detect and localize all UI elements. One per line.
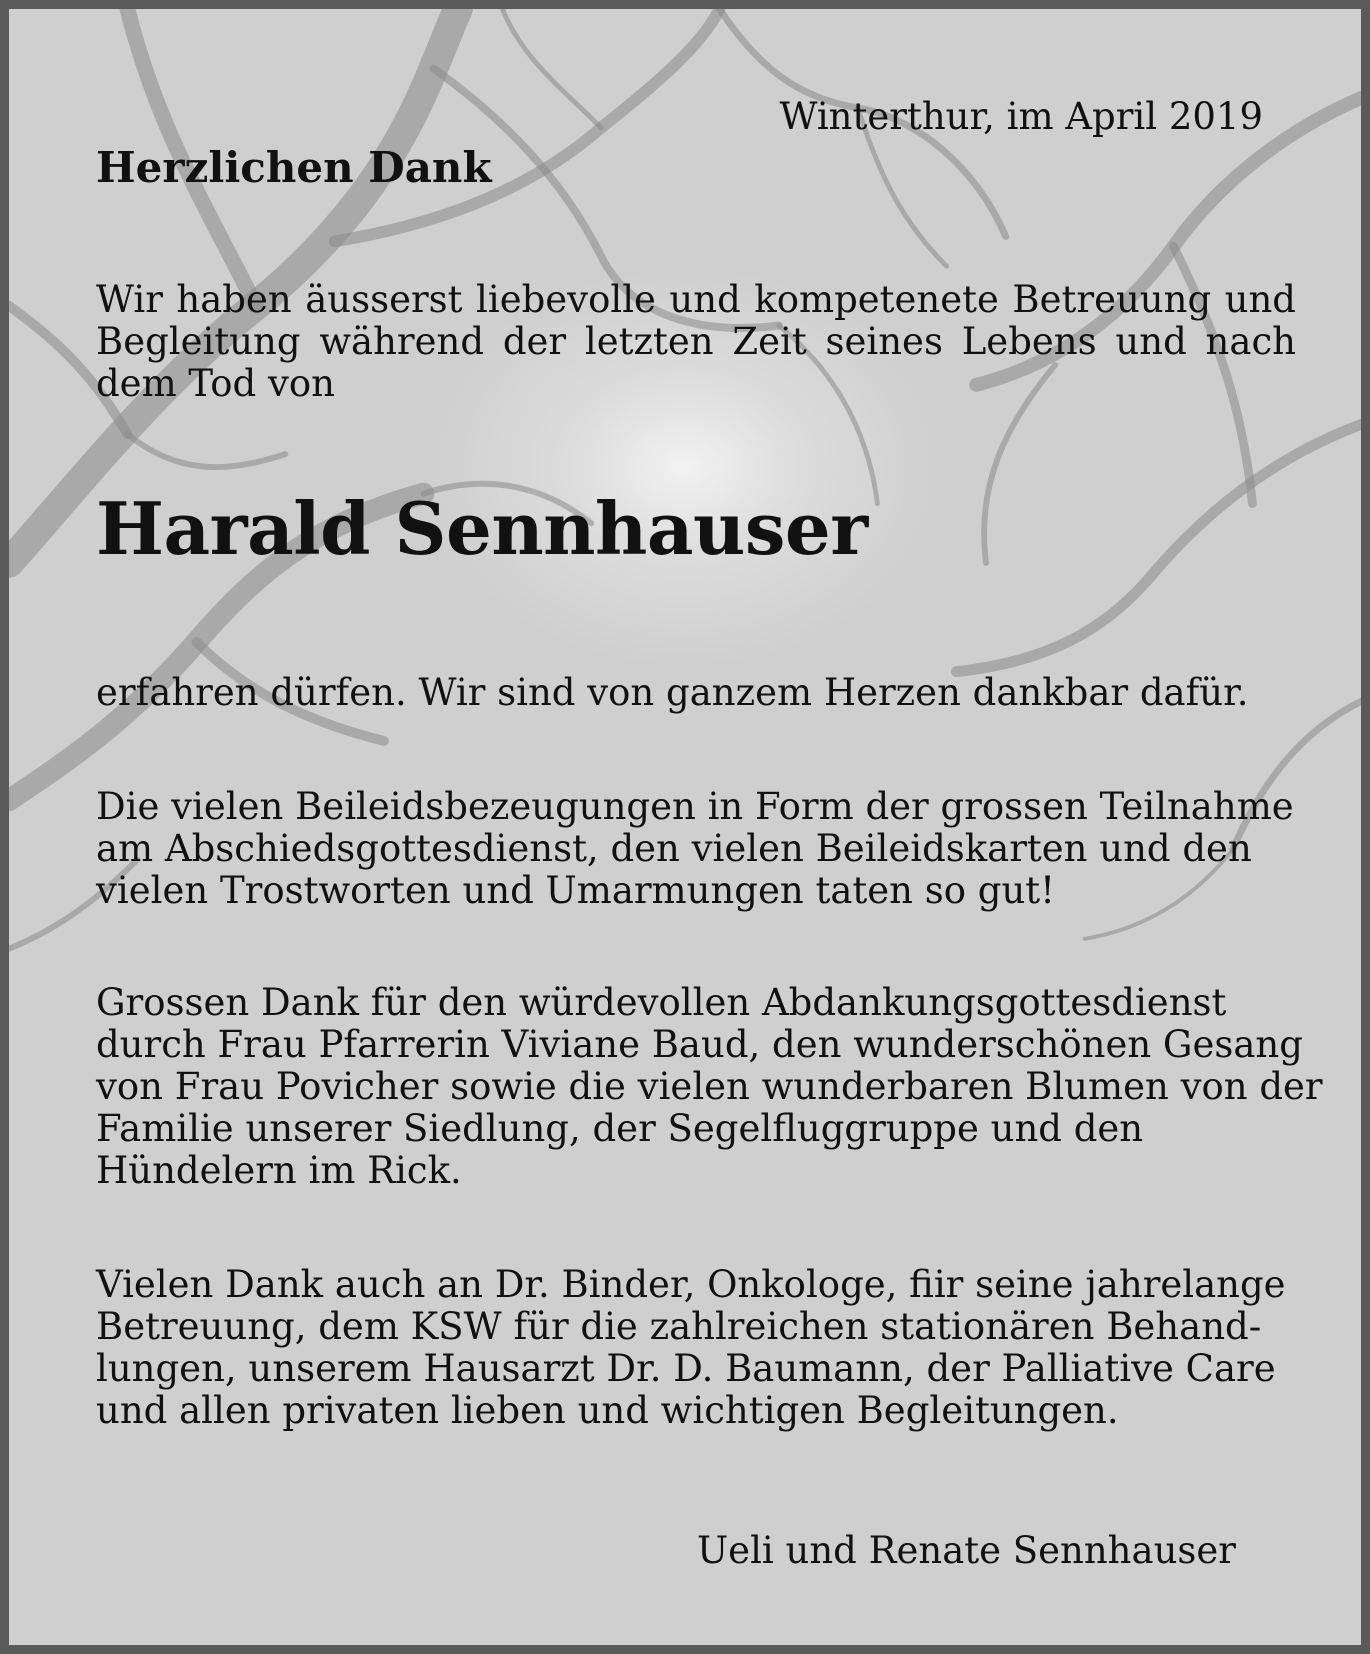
heading: Herzlichen Dank	[96, 143, 492, 192]
medical-thanks-paragraph: Vielen Dank auch an Dr. Binder, Onkologe, fiir seine jahrelange Betreuung, dem KSW für die zahlreichen stationären Behand-lungen, unserem Hausarzt Dr. D. Baumann, der Palliative Care und allen privaten lieben und wichtigen Begleitungen.	[96, 1263, 1286, 1432]
date-line: Winterthur, im April 2019	[779, 95, 1263, 138]
deceased-name: Harald Sennhauser	[96, 486, 868, 571]
intro-paragraph: Wir haben äusserst liebevolle und kompetenete Betreuung und Begleitung während der letzten Zeit seines Lebens und nach dem Tod von	[96, 278, 1296, 405]
gratitude-paragraph: erfahren dürfen. Wir sind von ganzem Herzen dankbar dafür.	[96, 671, 1249, 714]
condolences-paragraph: Die vielen Beileidsbezeugungen in Form der grossen Teilnahme am Abschiedsgottesdienst, den vielen Beileidskarten und den vielen Trostworten und Umarmungen taten so gut!	[96, 785, 1294, 912]
signature: Ueli und Renate Sennhauser	[697, 1529, 1236, 1572]
service-thanks-paragraph: Grossen Dank für den würdevollen Abdankungsgottesdienst durch Frau Pfarrerin Viviane Baud, den wunderschönen Gesang von Frau Povicher sowie die vielen wunderbaren Blumen von der Familie unserer Siedlung, der Segelfluggruppe und den Hündelern im Rick.	[96, 981, 1323, 1192]
